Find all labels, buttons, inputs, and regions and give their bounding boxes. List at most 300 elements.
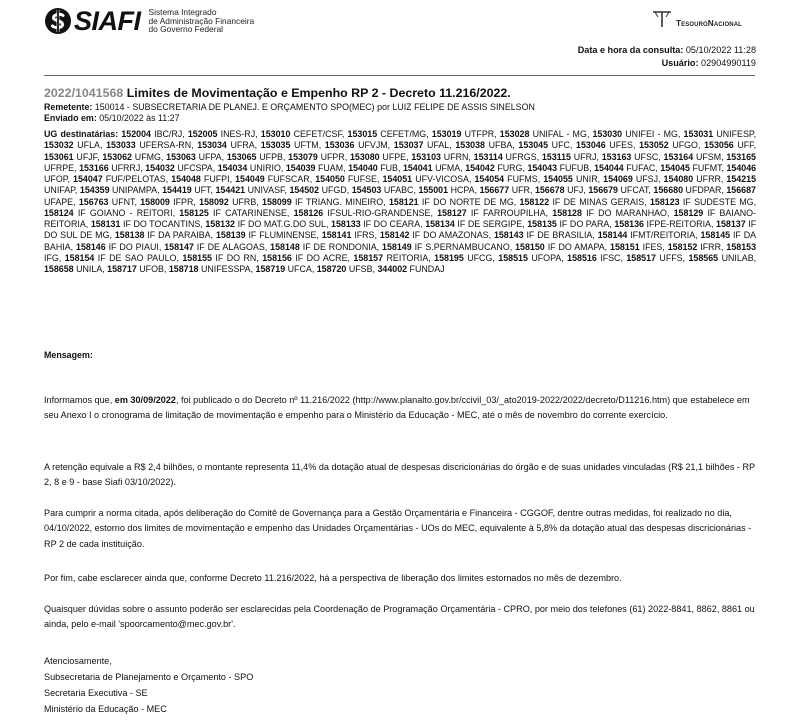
ug-item [121,129,182,139]
ug-item [91,219,201,229]
ug-name: IF DO AMAZONAS [412,230,489,241]
ug-item [262,197,383,207]
ug-code: 153038 [455,140,485,151]
ug-item [689,253,754,263]
ug-item [660,163,721,173]
ug-code: 158720 [316,264,347,274]
ug-item [115,230,211,240]
ug-item [418,185,474,195]
ug-name: IF DO PARA [559,219,610,229]
ug-name: FUFMT [692,162,722,173]
ug-name: IFG [44,252,59,263]
ug-code: 156763 [78,196,109,207]
ug-code: 152004 [121,129,151,139]
ug-name: INES-RJ [220,129,256,139]
ug-name: UFAL [427,140,450,151]
ug-name: IF DE SERGIPE [457,219,523,229]
ug-name: UFSM [695,151,722,162]
ug-item [262,253,347,263]
ug-item [704,140,754,150]
ug-item [164,242,265,252]
ug-name: UFMA [435,162,461,173]
ug-code: 154048 [171,174,201,184]
ug-code: 158131 [90,219,121,229]
ug-code: 158153 [726,241,757,252]
ug-name: IF DO PIAUI [108,241,159,252]
ug-name: UFSJ [635,174,659,184]
ug-name: FUFPI [203,174,230,184]
ug-code: 153033 [106,140,136,151]
ug-code: 154421 [215,185,246,196]
ug-name: IF TRIANG. MINEIRO [294,196,384,207]
ug-name: CEFET/MG [380,129,427,139]
ug-name: IBC/RJ [154,129,183,139]
ug-item [261,129,342,139]
ug-name: IFMT/REITORIA [630,230,696,241]
document-title [44,86,511,100]
ug-name: UFES [609,140,633,151]
document-subject: Limites de Movimentação e Empenho RP 2 - Decreto 11.216/2022. [126,86,511,100]
ug-code: 158099 [262,196,292,207]
ug-code: 153052 [639,140,669,151]
ug-item [106,140,191,150]
ug-item [80,185,157,195]
ug-item [527,219,609,229]
ug-code: 153030 [592,129,623,139]
document-meta [44,102,756,124]
ug-name: UFSB [348,264,373,274]
ug-code: 158150 [515,241,545,252]
ug-name: IF DO RN [215,252,257,263]
ug-name: FUNDAJ [409,264,445,274]
ug-item [377,264,444,274]
ug-code: 158157 [353,252,384,263]
ug-name: IF BAIANO-REITORIA [44,207,757,229]
ug-name: FUFUB [559,162,590,173]
ug-code: 153062 [102,151,132,162]
ug-item [289,185,346,195]
ug-name: IF FARROUPILHA [470,207,546,218]
tesouro-wordmark: TesouroNacional [676,18,742,28]
ug-code: 154043 [527,162,558,173]
ug-item [76,242,159,252]
ug-name: UNIPAMPA [112,185,158,196]
ug-code: 154044 [594,162,624,173]
ug-code: 153031 [683,129,714,139]
ug-item [567,253,620,263]
ug-item [434,253,492,263]
ug-name: UFC [551,140,570,151]
ug-code: 153035 [260,140,291,151]
ug-item [218,163,281,173]
ug-code: 154042 [465,162,495,173]
ug-name: UFBA [488,140,513,151]
ug-name: CEFET/CSF [293,129,342,139]
ug-code: 158155 [182,252,212,263]
ug-item [425,219,522,229]
ug-name: UFF [737,140,754,151]
ug-name: UFPA [198,151,222,162]
ug-code: 153061 [44,151,74,162]
ug-code: 153019 [431,129,462,139]
ug-item [543,174,597,184]
ug-name: UNIVASF [247,185,285,196]
ug-item [380,230,489,240]
ug-item [383,174,469,184]
ug-item [140,197,193,207]
ug-item [270,242,376,252]
ug-item [403,163,460,173]
ug-code: 154419 [162,185,192,196]
ug-code: 153165 [726,151,756,162]
ug-code: 344002 [377,264,408,274]
ug-name: IFES [642,241,663,252]
ug-item [256,264,312,274]
ug-name: IF DE MINAS GERAIS [552,196,645,207]
signature-line-3: Ministério da Educação - MEC [44,704,167,714]
ug-name: UFRPE [44,162,75,173]
ug-code: 158195 [434,252,464,263]
ug-item [288,152,345,162]
ug-name: FURG [497,162,523,173]
ug-code: 158138 [114,230,145,241]
ug-item [480,185,530,195]
ug-code: 153056 [704,140,734,151]
ug-name: UFOPA [531,252,562,263]
ug-item [394,140,449,150]
ug-item [602,152,659,162]
ug-code: 153103 [411,151,441,162]
ug-name: UFCAT [620,185,649,196]
ug-name: UFFS [659,252,683,263]
ug-item [603,174,658,184]
ug-name: UFRA [230,140,255,151]
ug-name: UNIFESP [716,129,754,139]
document-number: 2022/1041568 [44,86,124,100]
ug-item [494,230,592,240]
ug-code: 153115 [541,151,571,162]
ug-item [520,197,645,207]
ug-item [322,230,375,240]
ug-name: UNIFAL - MG [532,129,587,139]
ug-name: IF DO TOCANTINS [123,219,201,229]
ug-item [542,152,597,162]
ug-code: 158137 [716,219,746,229]
message-paragraph-5: Quaisquer dúvidas sobre o assunto poderão ser esclarecidas pela Coordenação de Programação Orçamentária - CPRO, por meio dos telefones (61) 2022-8841, 8862, 8861 ou ainda, pelo e-mail 'spoorcamento@mec.gov.br'. [44,604,755,630]
ug-item [294,208,431,218]
ug-item [44,264,102,274]
ug-item [650,197,754,207]
ug-code: 155001 [418,185,449,196]
ug-item [44,140,100,150]
ug-item [79,163,140,173]
closing-line: Atenciosamente, [44,656,112,666]
ug-name: UFCA [287,264,312,274]
message-paragraph-4: Por fim, cabe esclarecer ainda que, conforme Decreto 11.216/2022, há a perspectiva de liberação dos limites estornados no mês de dezembro. [44,573,622,583]
consulta-user: Usuário: 02904990119 [661,57,756,68]
ug-item [455,140,512,150]
ug-code: 158718 [168,264,199,274]
ug-code: 153037 [393,140,424,151]
ug-item [317,264,373,274]
ug-item [350,152,406,162]
ug-item [102,152,161,162]
ug-name: FUAM [317,162,344,173]
signature-block [44,653,253,717]
ug-item [614,219,711,229]
ug-name: UFRN [443,151,469,162]
siafi-logo [44,6,254,36]
ug-item [474,174,537,184]
ug-name: UFPE [382,151,407,162]
ug-item [592,129,677,139]
ug-item [235,174,310,184]
ug-code: 158144 [597,230,628,241]
ug-code: 156678 [534,185,565,196]
ug-code: 156677 [479,185,510,196]
ug-name: UFGO [672,140,698,151]
ug-name: IF DA PARAIBA [147,230,211,241]
remetente-row: Remetente: 150014 - SUBSECRETARIA DE PLANEJ. E ORÇAMENTO SPO(MEC) por LUIZ FELIPE DE ASSIS SINELSON [44,102,535,112]
ug-name: IF DO AMAPA [547,241,605,252]
ug-name: UFLA [77,140,100,151]
ug-code: 158143 [493,230,524,241]
ug-name: UFT [194,185,211,196]
ug-code: 158565 [688,252,719,263]
ug-code: 154045 [660,162,690,173]
ug-code: 153034 [197,140,227,151]
ug-item [437,208,546,218]
ug-name: UNIRIO [249,162,281,173]
ug-name: UFRGS [505,151,537,162]
ug-item [352,185,414,195]
ug-item [227,152,283,162]
ug-code: 156687 [726,185,756,196]
ug-code: 153036 [324,140,355,151]
ug-name: UFERSA-RN [139,140,192,151]
ug-name: HCPA [450,185,475,196]
ug-name: UFOP [44,174,68,184]
ug-code: 153032 [44,140,74,151]
ug-code: 158141 [321,230,352,241]
ug-name: IFSC [600,252,621,263]
ug-item [588,185,648,195]
ug-code: 158128 [552,207,582,218]
ug-name: UFV-VICOSA [415,174,469,184]
ug-code: 153028 [499,129,530,139]
ug-item [382,242,510,252]
siafi-wordmark: SIAFI [74,6,141,36]
signature-line-1: Subsecretaria de Planejamento e Orçamento - SPO [44,672,254,682]
tesouro-emblem-icon [651,10,673,28]
ug-name: UFRR [696,174,721,184]
ug-name: IF DO CEARA [363,219,421,229]
ug-name: IF CATARINENSE [213,207,287,218]
ug-code: 158719 [255,264,286,274]
ug-name: UNIFAP [44,185,75,196]
ug-code: 158125 [179,207,209,218]
ug-code: 153063 [166,151,196,162]
mensagem-label: Mensagem: [44,350,93,360]
ug-code: 154041 [402,162,433,173]
consulta-datetime: Data e hora da consulta: 05/10/2022 11:28 [577,45,756,55]
ug-code: 158124 [44,207,74,218]
ug-code: 153079 [288,151,318,162]
signature-line-2: Secretaria Executiva - SE [44,688,148,698]
ug-item [610,242,662,252]
ug-code: 154054 [474,174,505,184]
ug-code: 154055 [543,174,573,184]
ug-name: UFVJM [358,140,388,151]
ug-code: 154215 [726,174,757,184]
ug-item [626,253,682,263]
ug-item [348,163,398,173]
ug-name: REITORIA [386,252,429,263]
tesouro-nacional-logo [651,10,742,28]
ug-name: UFOB [139,264,164,274]
ug-item [286,163,343,173]
ug-item [598,230,695,240]
ug-name: IF S.PERNAMBUCANO [414,241,510,252]
ug-item [145,163,212,173]
ug-name: FUFMS [507,174,538,184]
ug-name: UFRB [232,196,257,207]
ug-code: 158135 [527,219,557,229]
ug-item [348,129,427,139]
siafi-subtitle: Sistema Integrado de Administração Financeira do Governo Federal [148,7,255,35]
ug-item [515,242,605,252]
ug-name: FUFAC [626,162,656,173]
message-paragraph-3: Para cumprir a norma citada, após deliberação do Comitê de Governança para a Gestão Orçamentária e Financeira - CGGOF, dentre outras medidas, foi realizado no dia, 04/10/2022, estorno dos limites de movimentação e empenho das Unidades Orçamentárias - UOs do MEC, equivalente à 5,8% da dotação atual das despesas discricionárias - RP 2 de cada instituição. [44,508,752,549]
ug-code: 158717 [107,264,137,274]
ug-item [594,163,655,173]
ug-code: 158142 [379,230,410,241]
ug-name: UNILAB [721,252,754,263]
ug-item [169,264,251,274]
ug-item [664,152,722,162]
ug-item [576,140,633,150]
ug-code: 158151 [610,241,640,252]
ug-name: FUFSCAR [267,174,310,184]
ug-code: 158146 [76,241,106,252]
ug-item [182,253,256,263]
ug-code: 158123 [649,196,680,207]
ug-item [668,242,721,252]
ug-code: 153045 [518,140,549,151]
ug-name: UFDPAR [685,185,722,196]
ug-code: 158132 [205,219,235,229]
ug-name: UFAPE [44,196,74,207]
ug-name: UFPR [320,151,345,162]
ug-name: UFTM [294,140,319,151]
ug-code: 158136 [614,219,644,229]
ug-code: 154047 [73,174,103,184]
ug-name: UFNT [111,196,135,207]
ug-item [684,129,754,139]
ug-name: FUB [380,162,398,173]
ug-name: UNILA [76,264,103,274]
ug-name: UFGD [321,185,347,196]
ug-code: 154039 [285,162,316,173]
ug-name: IFRS [354,230,375,241]
ug-item [653,185,721,195]
ug-item [171,174,229,184]
siafi-dollar-icon [44,7,72,35]
ug-code: 153166 [79,162,109,173]
ug-code: 158658 [44,264,74,274]
ug-item [664,174,721,184]
ug-name: UNIR [575,174,598,184]
ug-code: 158134 [425,219,455,229]
ug-name: IF DO NORTE DE MG [421,196,514,207]
ug-item [261,140,319,150]
ug-code: 154040 [348,162,378,173]
ug-item [65,253,177,263]
ug-code: 153164 [663,151,694,162]
ug-name: IF DE SAO PAULO [97,252,177,263]
ug-name: IF GOIANO - REITORI [77,207,173,218]
ug-item [518,140,570,150]
ug-item [432,129,494,139]
ug-item [44,208,173,218]
consulta-info [578,44,756,69]
ug-item [353,253,428,263]
ug-name: UFCSPA [177,162,213,173]
ug-code: 158147 [164,241,194,252]
ug-name: UFRJ [573,151,597,162]
ug-code: 158517 [626,252,656,263]
ug-code: 158145 [700,230,731,241]
ug-name: IF DO MAT.G.DO SUL [237,219,326,229]
ug-item [315,174,377,184]
ug-code: 158122 [519,196,550,207]
ug-code: 158129 [673,207,704,218]
ug-code: 154503 [351,185,382,196]
header-divider [44,75,755,76]
ug-name: IF DE ALAGOAS [196,241,265,252]
ug-name: IFPE-REITORIA [646,219,711,229]
ug-item [179,208,287,218]
ug-destinatarias: UG destinatárias: 152004 IBC/RJ, 152005 INES-RJ, 153010 CEFET/CSF, 153015 CEFET/MG, 153019 UTFPR, 153028 UNIFAL - MG, 153030 UNIFEI - MG, 153031 UNIFESP, 153032 UFLA, 153033 UFERSA-RN, 153034 UFRA, 153035 UFTM, 153036 UFVJM, 153037 UFAL, 153038 UFBA, 153045 UFC, 153046 UFES, 153052 UFGO, 153056 UFF, 153061 UFJF, 153062 UFMG, 153063 UFPA, 153065 UFPB, 153079 UFPR, 153080 UFPE, 153103 UFRN, 153114 UFRGS, 153115 UFRJ, 153163 UFSC, 153164 UFSM, 153165 UFRPE, 153166 UFRRJ, 154032 UFCSPA, 154034 UNIRIO, 154039 FUAM, 154040 FUB, 154041 UFMA, 154042 FURG, 154043 FUFUB, 154044 FUFAC, 154045 FUFMT, 154046 UFOP, 154047 FUF/PELOTAS, 154048 FUFPI, 154049 FUFSCAR, 154050 FUFSE, 154051 UFV-VICOSA, 154054 FUFMS, 154055 UNIR, 154069 UFSJ, 154080 UFRR, 154215 UNIFAP, 154359 UNIPAMPA, 154419 UFT, 154421 UNIVASF, 154502 UFGD, 154503 UFABC, 155001 HCPA, 156677 UFR, 156678 UFJ, 156679 UFCAT, 156680 UFDPAR, 156687 UFAPE, 156763 UFNT, 158009 IFPR, 158092 UFRB, 158099 IF TRIANG. MINEIRO, 158121 IF DO NORTE DE MG, 158122 IF DE MINAS GERAIS, 158123 IF SUDESTE MG, 158124 IF GOIANO - REITORI, 158125 IF CATARINENSE, 158126 IFSUL-RIO-GRANDENSE, 158127 IF FARROUPILHA, 158128 IF DO MARANHAO, 158129 IF BAIANO-REITORIA, 158131 IF DO TOCANTINS, 158132 IF DO MAT.G.DO SUL, 158133 IF DO CEARA, 158134 IF DE SERGIPE, 158135 IF DO PARA, 158136 IFPE-REITORIA, 158137 IF DO SUL DE MG, 158138 IF DA PARAIBA, 158139 IF FLUMINENSE, 158141 IFRS, 158142 IF DO AMAZONAS, 158143 IF DE BRASILIA, 158144 IFMT/REITORIA, 158145 IF DA BAHIA, 158146 IF DO PIAUI, 158147 IF DE ALAGOAS, 158148 IF DE RONDONIA, 158149 IF S.PERNAMBUCANO, 158150 IF DO AMAPA, 158151 IFES, 158152 IFRR, 158153 IFG, 158154 IF DE SAO PAULO, 158155 IF DO RN, 158156 IF DO ACRE, 158157 REITORIA, 158195 UFCG, 158515 UFOPA, 158516 IFSC, 158517 UFFS, 158565 UNILAB, 158658 UNILA, 158717 UFOB, 158718 UNIFESSPA, 158719 UFCA, 158720 UFSB, 344002 FUNDAJ [44,129,757,274]
ug-name: UFJ [567,185,584,196]
ug-name: UFCG [467,252,493,263]
ug-item [331,219,420,229]
ug-item [162,185,210,195]
ug-item [73,174,166,184]
ug-item [166,152,221,162]
ug-code: 154032 [145,162,175,173]
ug-code: 153065 [226,151,257,162]
page-header [0,0,797,75]
ug-name: IF DO MARANHAO [586,207,667,218]
ug-name: UFJF [76,151,98,162]
ug-name: IFSUL-RIO-GRANDENSE [327,207,431,218]
ug-code: 158154 [64,252,95,263]
ug-code: 153015 [347,129,378,139]
ug-code: 156679 [588,185,618,196]
ug-code: 154069 [603,174,633,184]
ug-code: 158148 [270,241,300,252]
ug-code: 153010 [260,129,291,139]
ug-code: 153114 [473,151,503,162]
ug-item [79,197,135,207]
ug-name: IF DA BAHIA [44,230,757,252]
enviado-row: Enviado em: 05/10/2022 às 11:27 [44,112,180,123]
ug-name: UTFPR [464,129,495,139]
ug-code: 152005 [187,129,218,139]
ug-item [527,163,589,173]
ug-code: 153046 [576,140,606,151]
